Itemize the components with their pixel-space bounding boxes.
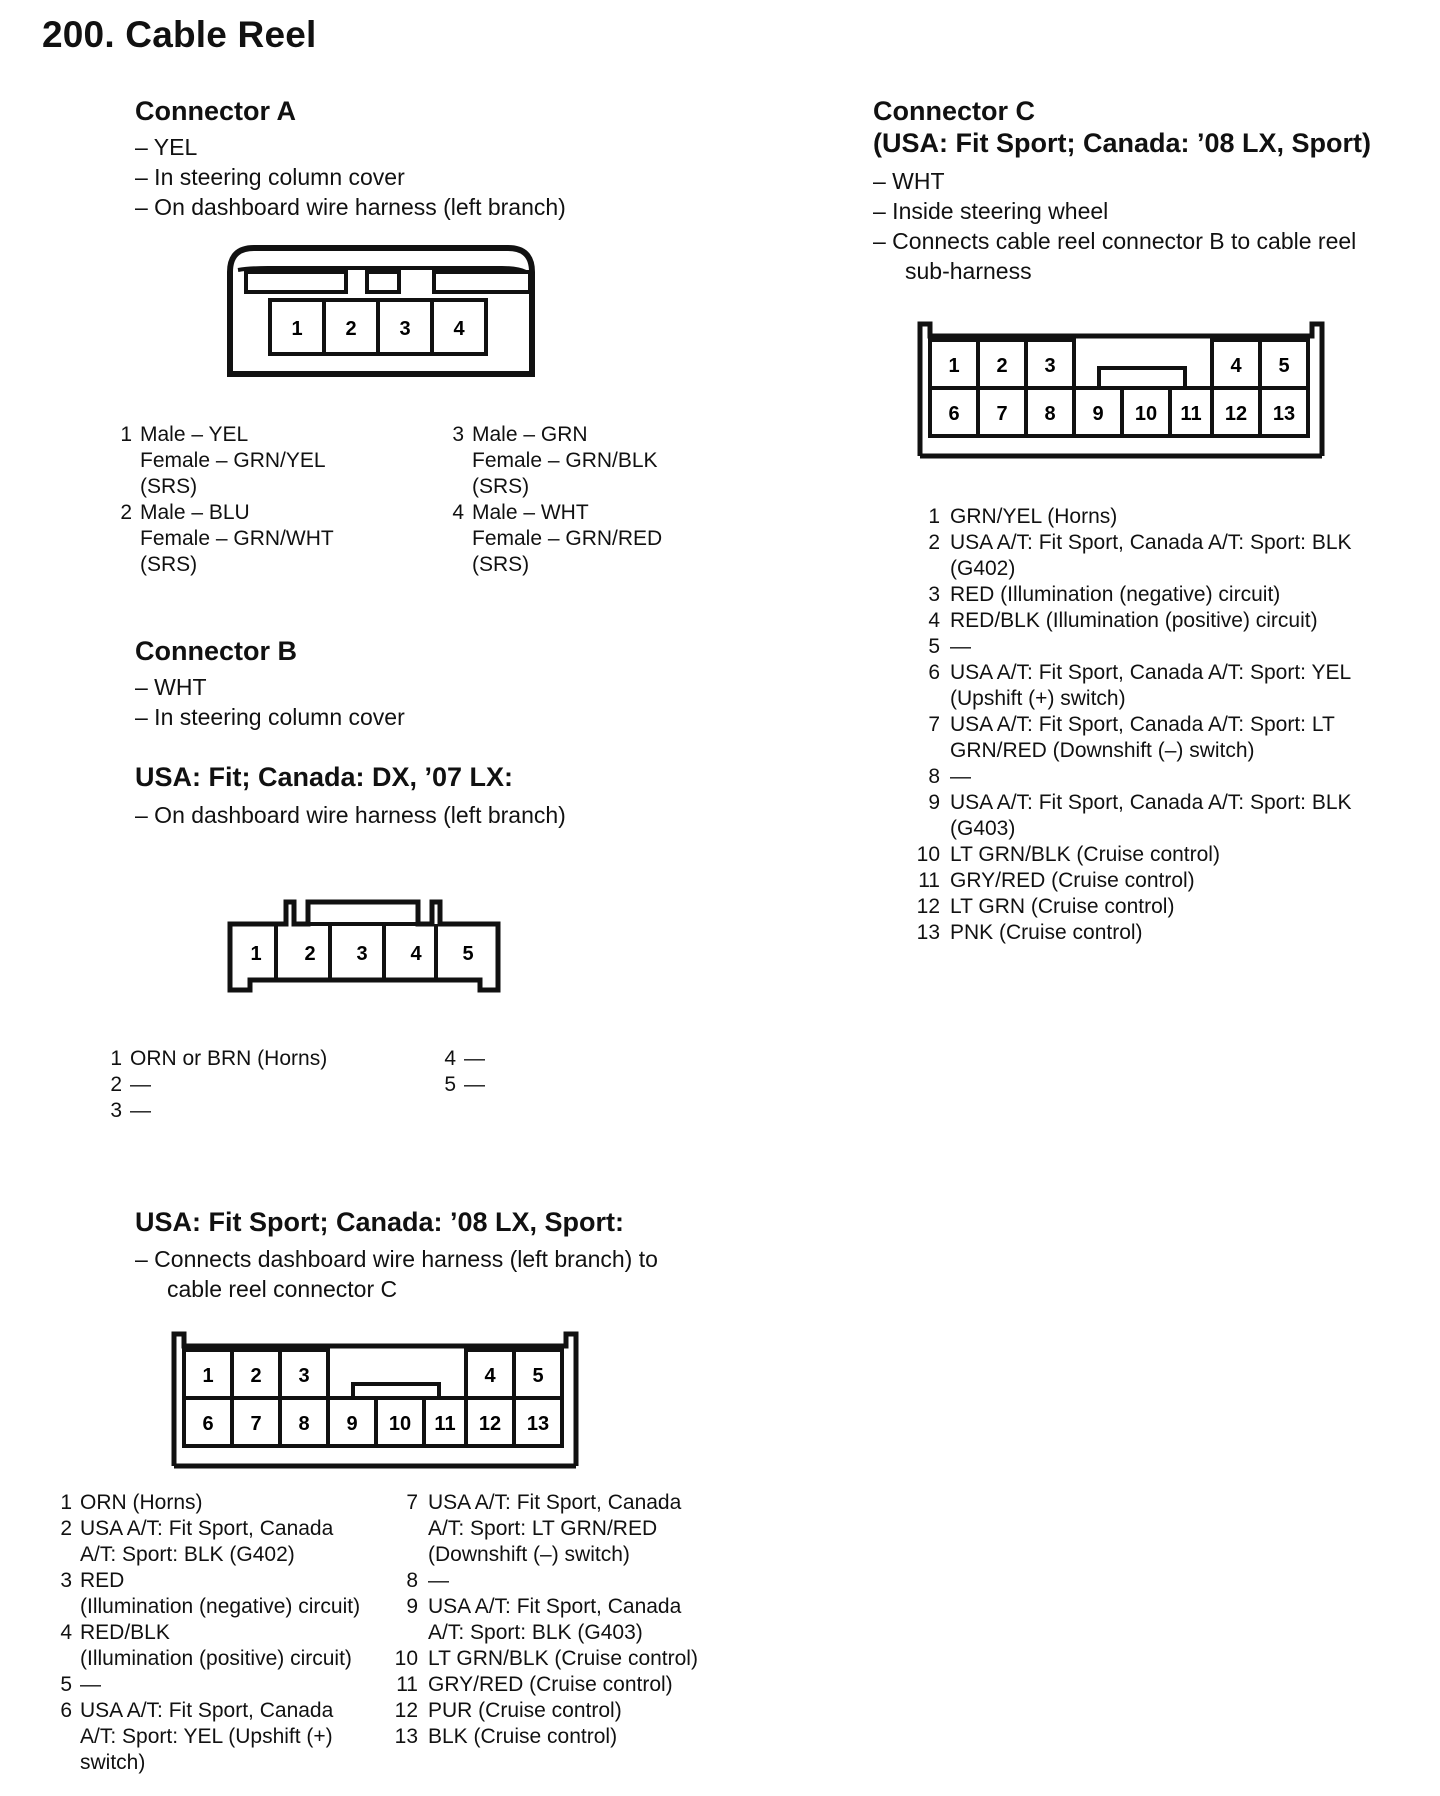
pin-line: RED (Illumination (negative) circuit) (950, 583, 1281, 606)
pin-line: BLK (Cruise control) (428, 1725, 618, 1748)
pin-item (58, 1568, 398, 1620)
connector-a-notes (135, 132, 566, 222)
pin-number: 3 (452, 423, 464, 446)
connector-c-pins (916, 504, 1416, 946)
pin-line: PNK (Cruise control) (950, 921, 1143, 944)
terminal-label: 7 (996, 403, 1008, 425)
pin-number: 1 (60, 1491, 72, 1514)
note: – On dashboard wire harness (left branch) (135, 194, 566, 220)
terminal-label: 3 (356, 943, 368, 965)
pin-line: (SRS) (472, 475, 530, 498)
note: – WHT (135, 674, 207, 700)
terminal-label: 11 (1180, 403, 1202, 425)
note: cable reel connector C (167, 1276, 398, 1302)
pin-number: 2 (928, 531, 940, 554)
terminal-label: 13 (526, 1413, 550, 1435)
pin-number: 3 (60, 1569, 72, 1592)
terminal-label: 3 (1044, 355, 1056, 377)
pin-line: LT GRN/BLK (Cruise control) (950, 843, 1220, 866)
pin-number: 8 (406, 1569, 418, 1592)
terminal-label: 3 (399, 318, 411, 340)
pin-line: — (80, 1673, 101, 1696)
pin-number: 5 (60, 1673, 72, 1696)
pin-item (108, 500, 428, 578)
pin-item (394, 1594, 734, 1646)
pin-line: RED (80, 1569, 125, 1592)
terminal-label: 9 (346, 1413, 358, 1435)
pin-line: (Illumination (negative) circuit) (80, 1595, 361, 1618)
terminal-label: 10 (1134, 403, 1158, 425)
pin-item (916, 842, 1416, 868)
note: – Connects dashboard wire harness (left branch) to (135, 1246, 658, 1272)
pin-number: 4 (444, 1047, 456, 1070)
note: sub-harness (905, 258, 1032, 284)
pin-number: 10 (394, 1647, 418, 1670)
pin-item (108, 1098, 448, 1124)
pin-number: 12 (916, 895, 940, 918)
pin-line: Male – BLU (140, 501, 250, 524)
pin-item (58, 1490, 398, 1516)
connector-c-heading: Connector C (873, 96, 1035, 126)
pin-number: 11 (918, 869, 940, 892)
terminal-label: 1 (291, 318, 303, 340)
pin-line: GRN/YEL (Horns) (950, 505, 1118, 528)
terminal-label: 10 (388, 1413, 412, 1435)
pin-item (916, 894, 1416, 920)
note: – Connects cable reel connector B to cable reel (873, 228, 1357, 254)
pin-line: A/T: Sport: LT GRN/RED (428, 1517, 658, 1540)
pin-number: 11 (396, 1673, 418, 1696)
pin-line: GRY/RED (Cruise control) (428, 1673, 673, 1696)
terminal-label: 2 (345, 318, 357, 340)
terminal-label: 6 (202, 1413, 214, 1435)
connector-c-heading-sub: (USA: Fit Sport; Canada: ’08 LX, Sport) (873, 128, 1372, 158)
pin-text: — (464, 1047, 485, 1070)
pin-item (440, 422, 760, 500)
terminal-label: 12 (1224, 403, 1248, 425)
pin-item (394, 1698, 734, 1724)
pin-line: USA A/T: Fit Sport, Canada (80, 1517, 334, 1540)
pin-line: USA A/T: Fit Sport, Canada (80, 1699, 334, 1722)
connector-b-variant1-notes (135, 800, 566, 830)
pin-line: RED/BLK (80, 1621, 170, 1644)
pin-number: 8 (928, 765, 940, 788)
connector-b-variant2-pins-left (58, 1490, 398, 1776)
pin-line: — (950, 765, 971, 788)
pin-number: 13 (916, 921, 940, 944)
pin-number: 13 (394, 1725, 418, 1748)
connector-b-heading: Connector B (135, 636, 297, 666)
pin-number: 1 (928, 505, 940, 528)
connector-b-variant1-diagram (222, 894, 508, 1004)
pin-line: USA A/T: Fit Sport, Canada (428, 1491, 682, 1514)
pin-item (916, 530, 1416, 582)
pin-item (916, 790, 1416, 842)
pin-line: A/T: Sport: YEL (Upshift (+) (80, 1725, 333, 1748)
pin-line: (SRS) (140, 553, 198, 576)
pin-line: USA A/T: Fit Sport, Canada A/T: Sport: BLK (950, 531, 1352, 554)
terminal-label: 11 (434, 1413, 456, 1435)
pin-number: 2 (60, 1517, 72, 1540)
pin-number: 7 (928, 713, 940, 736)
note: – WHT (873, 168, 945, 194)
connector-b-notes (135, 672, 405, 732)
page-title: 200. Cable Reel (42, 14, 317, 55)
note: – In steering column cover (135, 704, 405, 730)
pin-number: 4 (452, 501, 464, 524)
pin-number: 9 (406, 1595, 418, 1618)
pin-line: (G403) (950, 817, 1016, 840)
pin-line: (SRS) (472, 553, 530, 576)
note: – On dashboard wire harness (left branch) (135, 802, 566, 828)
pin-line: USA A/T: Fit Sport, Canada (428, 1595, 682, 1618)
pin-item (394, 1724, 734, 1750)
connector-a-pins-right (440, 422, 760, 578)
pin-number: 2 (120, 501, 132, 524)
pin-number: 6 (60, 1699, 72, 1722)
pin-line: — (950, 635, 971, 658)
connector-a-pins-left (108, 422, 428, 578)
pin-number: 12 (394, 1699, 418, 1722)
pin-item (916, 920, 1416, 946)
terminal-label: 2 (304, 943, 316, 965)
pin-number: 5 (928, 635, 940, 658)
pin-item (916, 504, 1416, 530)
terminal-label: 9 (1092, 403, 1104, 425)
pin-line: Female – GRN/RED (472, 527, 663, 550)
terminal-label: 7 (250, 1413, 262, 1435)
terminal-label: 4 (1230, 355, 1242, 377)
note: – In steering column cover (135, 164, 405, 190)
pin-line: Female – GRN/BLK (472, 449, 658, 472)
terminal-label: 8 (1044, 403, 1056, 425)
pin-line: LT GRN (Cruise control) (950, 895, 1175, 918)
connector-c-diagram (916, 318, 1326, 464)
pin-number: 5 (444, 1073, 456, 1096)
pin-number: 7 (406, 1491, 418, 1514)
pin-line: RED/BLK (Illumination (positive) circuit) (950, 609, 1318, 632)
pin-line: (G402) (950, 557, 1016, 580)
pin-item (58, 1620, 398, 1672)
pin-number: 4 (928, 609, 940, 632)
pin-line: Female – GRN/WHT (140, 527, 334, 550)
pin-number: 3 (110, 1099, 122, 1122)
pin-number: 2 (110, 1073, 122, 1096)
terminal-label: 4 (453, 318, 465, 340)
pin-line: switch) (80, 1751, 146, 1774)
pin-line: A/T: Sport: BLK (G402) (80, 1543, 295, 1566)
terminal-label: 2 (996, 355, 1008, 377)
pin-line: LT GRN/BLK (Cruise control) (428, 1647, 698, 1670)
pin-item (58, 1698, 398, 1776)
connector-b-variant1-pins-right (442, 1046, 562, 1098)
terminal-label: 12 (478, 1413, 502, 1435)
pin-item (916, 868, 1416, 894)
pin-text: ORN or BRN (Horns) (130, 1047, 328, 1070)
pin-item (394, 1490, 734, 1568)
pin-line: GRN/RED (Downshift (–) switch) (950, 739, 1255, 762)
pin-item (916, 634, 1416, 660)
pin-item (916, 764, 1416, 790)
pin-item (916, 608, 1416, 634)
pin-number: 1 (110, 1047, 122, 1070)
pin-item (442, 1072, 562, 1098)
pin-line: (Illumination (positive) circuit) (80, 1647, 352, 1670)
pin-number: 4 (60, 1621, 72, 1644)
terminal-label: 13 (1272, 403, 1296, 425)
pin-text: — (464, 1073, 485, 1096)
terminal-label: 5 (1278, 355, 1290, 377)
note: – YEL (135, 134, 198, 160)
pin-number: 10 (916, 843, 940, 866)
pin-item (58, 1672, 398, 1698)
pin-number: 1 (120, 423, 132, 446)
pin-line: (SRS) (140, 475, 198, 498)
connector-b-variant1-pins-left (108, 1046, 448, 1124)
connector-b-variant2-heading: USA: Fit Sport; Canada: ’08 LX, Sport: (135, 1207, 625, 1237)
pin-line: Male – GRN (472, 423, 588, 446)
pin-item (916, 660, 1416, 712)
connector-c-notes (873, 166, 1356, 286)
pin-line: Male – YEL (140, 423, 249, 446)
pin-item (916, 582, 1416, 608)
pin-number: 6 (928, 661, 940, 684)
pin-line: Female – GRN/YEL (140, 449, 326, 472)
pin-item (58, 1516, 398, 1568)
pin-item (108, 1046, 448, 1072)
pin-item (394, 1646, 734, 1672)
pin-item (916, 712, 1416, 764)
terminal-label: 1 (948, 355, 960, 377)
terminal-label: 1 (250, 943, 262, 965)
pin-line: — (428, 1569, 449, 1592)
pin-item (394, 1672, 734, 1698)
pin-line: ORN (Horns) (80, 1491, 203, 1514)
pin-line: A/T: Sport: BLK (G403) (428, 1621, 643, 1644)
pin-line: (Downshift (–) switch) (428, 1543, 630, 1566)
pin-item (108, 1072, 448, 1098)
terminal-label: 4 (484, 1365, 496, 1387)
pin-number: 3 (928, 583, 940, 606)
terminal-label: 8 (298, 1413, 310, 1435)
pin-line: (Upshift (+) switch) (950, 687, 1126, 710)
pin-line: USA A/T: Fit Sport, Canada A/T: Sport: LT (950, 713, 1335, 736)
pin-item (394, 1568, 734, 1594)
terminal-label: 6 (948, 403, 960, 425)
terminal-label: 4 (410, 943, 422, 965)
connector-b-variant2-diagram (170, 1328, 580, 1474)
pin-number: 9 (928, 791, 940, 814)
pin-item (440, 500, 760, 578)
pin-line: USA A/T: Fit Sport, Canada A/T: Sport: YEL (950, 661, 1352, 684)
pin-item (108, 422, 428, 500)
note: – Inside steering wheel (873, 198, 1109, 224)
pin-line: Male – WHT (472, 501, 589, 524)
pin-line: PUR (Cruise control) (428, 1699, 622, 1722)
pin-text: — (130, 1099, 151, 1122)
connector-a-diagram (222, 240, 542, 380)
connector-b-variant2-pins-right (394, 1490, 734, 1750)
connector-b-variant2-notes (135, 1244, 658, 1304)
terminal-label: 1 (202, 1365, 214, 1387)
terminal-label: 5 (532, 1365, 544, 1387)
pin-line: GRY/RED (Cruise control) (950, 869, 1195, 892)
connector-b-variant1-heading: USA: Fit; Canada: DX, ’07 LX: (135, 762, 514, 792)
pin-text: — (130, 1073, 151, 1096)
pin-line: USA A/T: Fit Sport, Canada A/T: Sport: BLK (950, 791, 1352, 814)
terminal-label: 2 (250, 1365, 262, 1387)
terminal-label: 5 (462, 943, 474, 965)
terminal-label: 3 (298, 1365, 310, 1387)
pin-item (442, 1046, 562, 1072)
connector-a-heading: Connector A (135, 96, 296, 126)
